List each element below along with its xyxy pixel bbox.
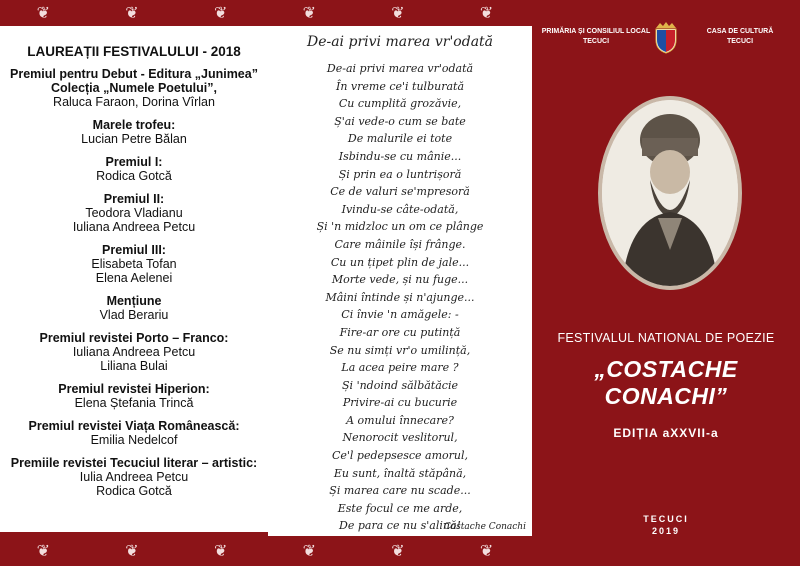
award-winners: Rodica Gotcă <box>96 169 172 183</box>
poem-line: Nenorocit veslitorul, <box>342 431 458 445</box>
poem-line: Este focul ce me arde, <box>337 501 463 515</box>
award-title: Premiul II: <box>103 192 165 206</box>
laureates-title: LAUREAȚII FESTIVALULUI - 2018 <box>27 44 241 59</box>
poem <box>272 34 528 535</box>
poem-line: Mâini întinde și n'ajunge... <box>325 290 475 304</box>
award-winners: Elena Ștefania Trincă <box>74 396 194 410</box>
laureates-list <box>0 44 268 507</box>
poem-line: Ce de valuri se'mpresoră <box>330 185 470 199</box>
poem-line: De para ce nu s'alină! <box>339 519 461 533</box>
poem-line: Morte vede, și nu fuge... <box>331 273 469 287</box>
ornament-icon: ❦ <box>36 5 53 22</box>
poem-line: Și 'n midzloc un om ce plânge <box>316 220 484 234</box>
award-entry <box>0 382 268 410</box>
top-ornament-band <box>0 0 532 26</box>
ornament-icon: ❦ <box>479 543 496 560</box>
cover-panel <box>532 0 800 566</box>
award-winners: Iuliana Andreea Petcu Liliana Bulai <box>72 345 196 373</box>
ornament-icon: ❦ <box>213 5 230 22</box>
poem-line: Cu cumplită grozăvie, <box>338 97 462 111</box>
award-winners: Lucian Petre Bălan <box>81 132 187 146</box>
award-title: Premiul revistei Viața Românească: <box>28 419 240 433</box>
award-winners: Teodora Vladianu Iuliana Andreea Petcu <box>72 206 196 234</box>
poem-line: Și prin ea o luntrișoră <box>338 167 462 181</box>
award-title: Premiul pentru Debut - Editura „Junimea” Colecția „Numele Poetului”, <box>10 67 258 95</box>
award-title: Premiul I: <box>105 155 163 169</box>
award-title: Premiul revistei Hiperion: <box>58 382 210 396</box>
portrait-illustration <box>602 100 738 286</box>
coat-of-arms-icon <box>652 20 680 54</box>
award-entry <box>0 419 268 447</box>
poem-line: Ce'l pedepsesce amorul, <box>331 449 469 463</box>
poem-line: Privire-ai cu bucurie <box>342 396 458 410</box>
poem-line: A omului înnecare? <box>346 413 454 427</box>
award-entry <box>0 243 268 285</box>
award-winners: Elisabeta Tofan Elena Aelenei <box>91 257 177 285</box>
award-title: Premiul revistei Porto – Franco: <box>39 331 229 345</box>
poem-title: De-ai privi marea vr'odată <box>306 34 494 50</box>
award-winners: Emilia Nedelcof <box>90 433 178 447</box>
ornament-icon: ❦ <box>479 5 496 22</box>
award-winners: Raluca Faraon, Dorina Vîrlan <box>53 95 215 109</box>
poem-lines <box>272 60 528 535</box>
ornament-icon: ❦ <box>302 543 318 560</box>
bottom-ornament-band <box>0 536 532 566</box>
award-entry <box>0 192 268 234</box>
poem-line: La acea peire mare ? <box>341 361 459 375</box>
poem-line: Fire-ar ore cu putință <box>339 325 461 339</box>
award-entry <box>0 118 268 146</box>
award-winners: Vlad Berariu <box>99 308 169 322</box>
ornament-icon: ❦ <box>302 5 318 22</box>
poem-line: Care mâinile își frânge. <box>334 237 466 251</box>
poem-line: Ș'ai vede-o cum se bate <box>334 114 466 128</box>
poem-line: În vreme ce'i tulburată <box>336 79 464 93</box>
awards-list <box>0 67 268 498</box>
ornament-icon: ❦ <box>213 543 230 560</box>
poem-line: Și marea care nu scade... <box>329 484 471 498</box>
festival-edition: EDIȚIA aXXVII-a <box>613 426 719 440</box>
poem-line: Cu un țipet plin de jale... <box>330 255 470 269</box>
poem-line: De-ai privi marea vr'odată <box>326 62 474 75</box>
award-entry <box>0 294 268 322</box>
award-title: Premiile revistei Tecuciul literar – artistic: <box>10 456 258 470</box>
poem-line: Și 'ndoind sălbătăcie <box>342 378 458 392</box>
poem-line: Ivindu-se câte-odată, <box>341 202 459 216</box>
poem-line: Isbindu-se cu mânie... <box>338 149 462 163</box>
ornament-icon: ❦ <box>391 5 407 22</box>
award-entry <box>0 67 268 109</box>
poem-line: Ci învie 'n amăgele: - <box>341 308 459 322</box>
festival-city-year: TECUCI 2019 <box>643 514 689 536</box>
ornament-icon: ❦ <box>391 543 407 560</box>
ornament-icon: ❦ <box>36 543 53 560</box>
award-entry <box>0 155 268 183</box>
festival-name: „COSTACHE CONACHI” <box>594 356 738 409</box>
award-entry <box>0 331 268 373</box>
portrait-image <box>598 96 742 290</box>
award-title: Marele trofeu: <box>92 118 176 132</box>
poem-line: Se nu simți vr'o umilință, <box>329 343 471 357</box>
poem-line: De malurile ei tote <box>347 132 453 146</box>
ornament-icon: ❦ <box>125 543 141 560</box>
award-winners: Iulia Andreea Petcu Rodica Gotcă <box>79 470 189 498</box>
header-right-org: CASA DE CULTURĂ TECUCI <box>706 28 774 45</box>
award-title: Mențiune <box>106 294 162 308</box>
award-entry <box>0 456 268 498</box>
festival-subtitle: FESTIVALUL NATIONAL DE POEZIE <box>557 331 775 345</box>
award-title: Premiul III: <box>102 243 166 257</box>
poem-line: Eu sunt, înaltă stăpână, <box>333 466 467 480</box>
header-left-org: PRIMĂRIA ȘI CONSILIUL LOCAL TECUCI <box>541 28 651 45</box>
ornament-icon: ❦ <box>125 5 141 22</box>
poem-author: Costache Conachi <box>443 522 526 532</box>
